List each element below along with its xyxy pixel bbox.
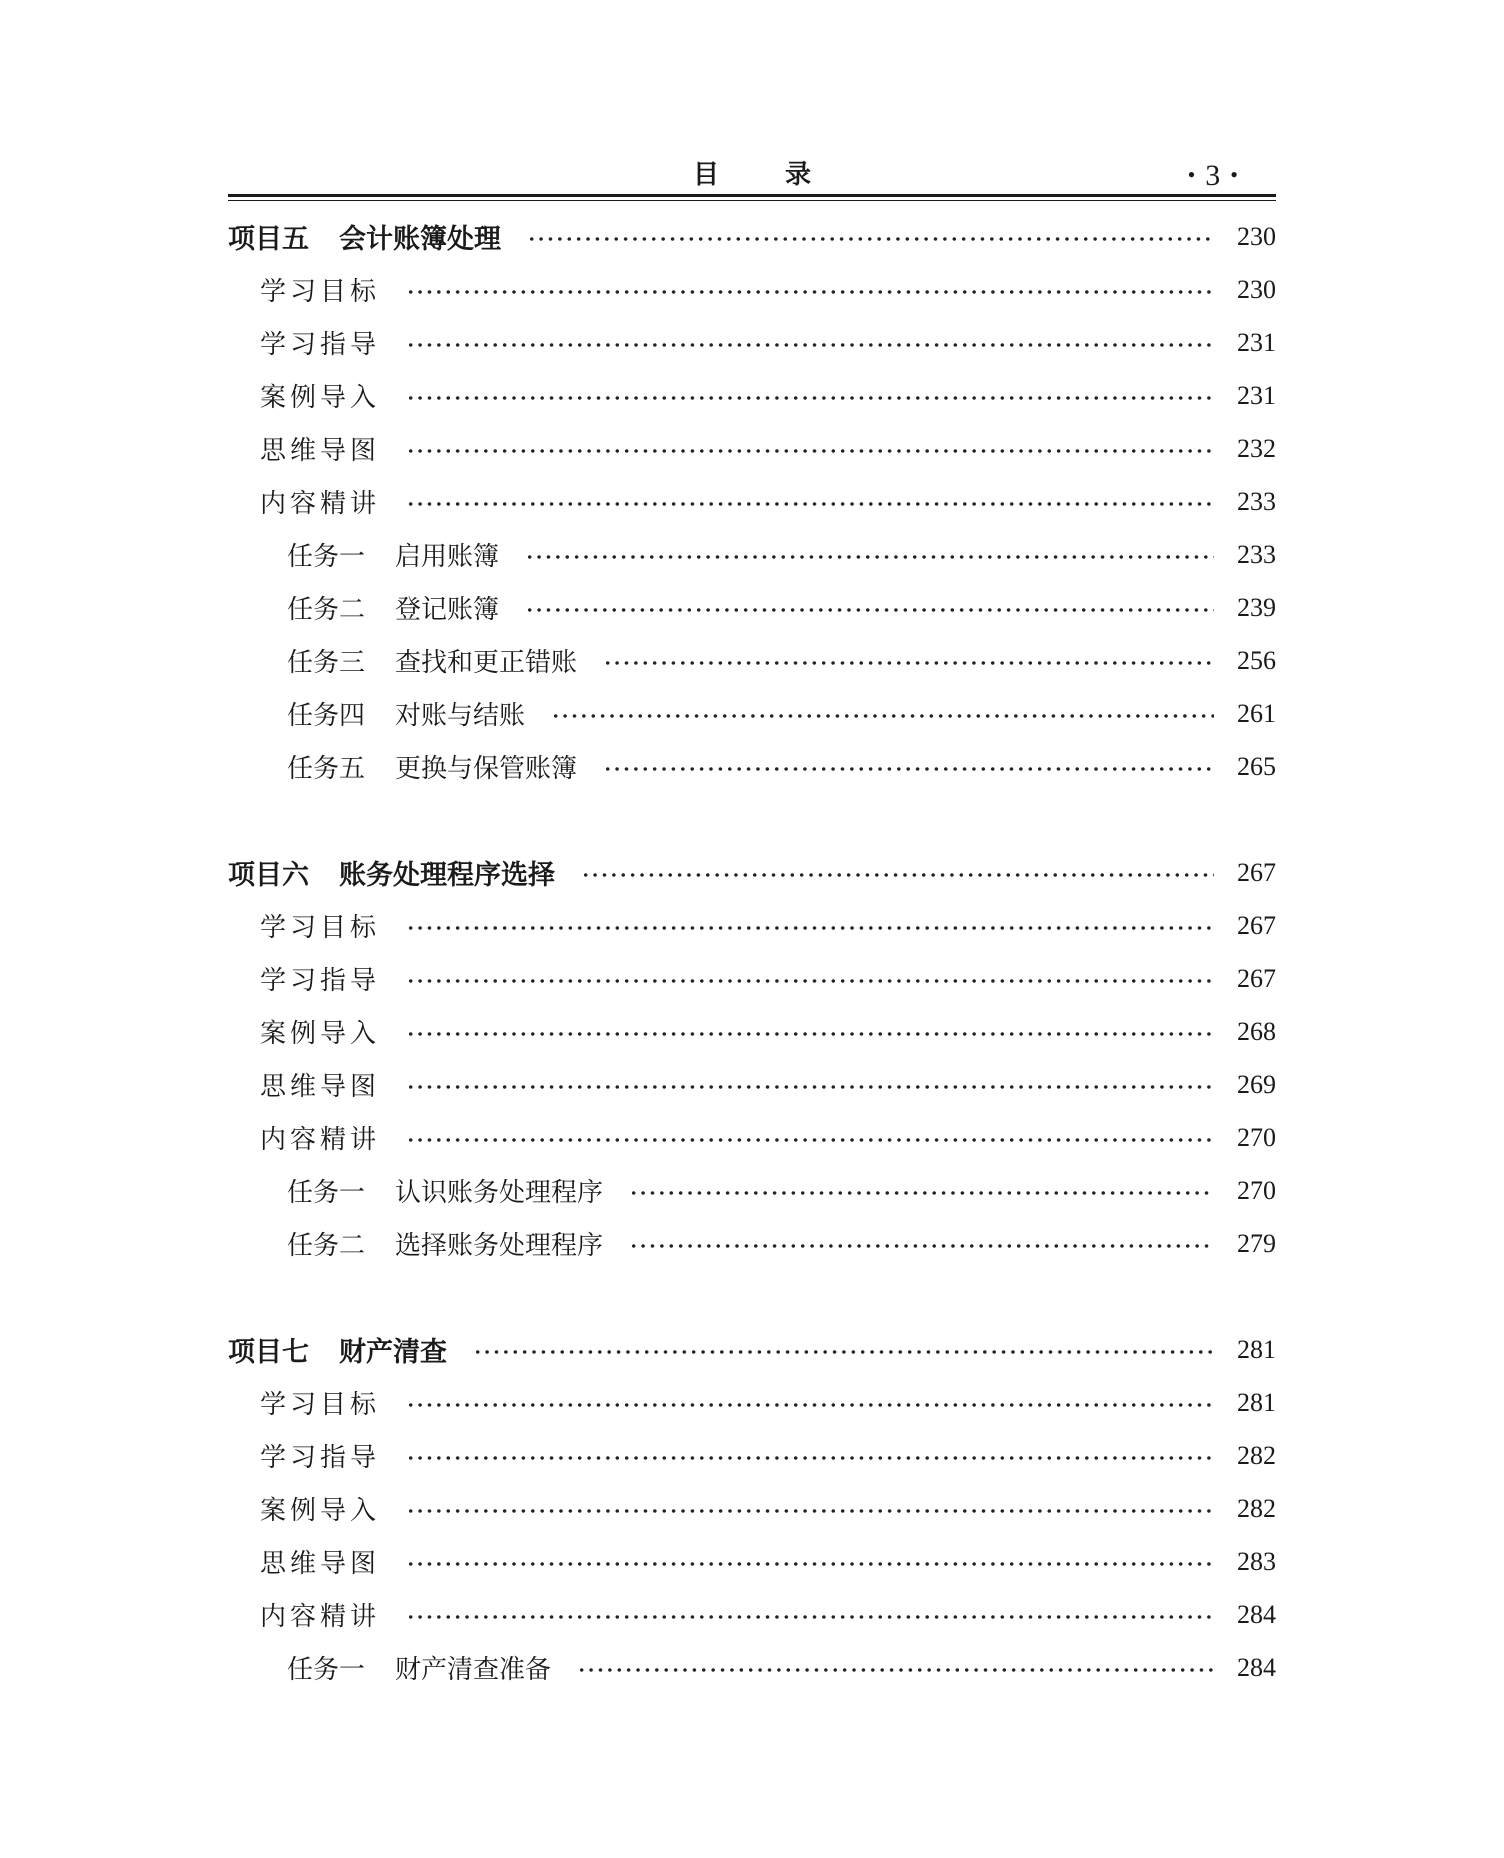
toc-section-entry[interactable] [228,1111,1276,1164]
toc-entry-page: 232 [1237,433,1276,463]
toc-section-entry[interactable] [228,475,1276,528]
header-rule-thick [228,194,1276,197]
toc-entry-number: 任务一 [287,542,366,572]
toc-entry-page: 268 [1237,1016,1276,1046]
toc-task-entry[interactable] [228,528,1276,581]
toc-entry-page: 230 [1237,221,1276,251]
dot-leader [406,1456,1214,1460]
toc-section-entry[interactable] [228,952,1276,1005]
toc-section-entry[interactable] [228,263,1276,316]
toc-entry-title: 内容精讲 [260,489,381,519]
dot-leader [406,1138,1214,1142]
toc-chapter-entry[interactable] [228,1323,1276,1376]
toc-entry-page: 281 [1237,1387,1276,1417]
toc-entry-page: 233 [1237,539,1276,569]
toc-task-entry[interactable] [228,1164,1276,1217]
toc-section-entry[interactable] [228,1005,1276,1058]
dot-leader [603,661,1214,665]
toc-entry-page: 284 [1237,1599,1276,1629]
toc-task-entry[interactable] [228,581,1276,634]
toc-entry-page: 256 [1237,645,1276,675]
toc-task-entry[interactable] [228,1217,1276,1270]
toc-entry-number: 项目六 [228,860,309,891]
toc-task-entry[interactable] [228,634,1276,687]
toc-entry-page: 231 [1237,327,1276,357]
toc-entry-number: 任务一 [287,1655,366,1685]
dot-leader [406,1562,1214,1566]
dot-leader [406,1085,1214,1089]
running-header [228,158,1276,192]
toc-entry-page: 270 [1237,1175,1276,1205]
toc-section-entry[interactable] [228,1376,1276,1429]
toc-section-entry[interactable] [228,1588,1276,1641]
dot-leader [406,449,1214,453]
dot-leader [406,1509,1214,1513]
toc-entry-title: 内容精讲 [260,1125,381,1155]
toc-entry-page: 230 [1237,274,1276,304]
toc-entry-title: 学习指导 [260,330,381,360]
page-dot-right: • [1230,162,1238,187]
toc-entry-title: 账务处理程序选择 [339,860,555,891]
toc-entry-title: 案例导入 [260,1019,381,1049]
toc-entry-title: 学习目标 [260,1390,381,1420]
toc-entry-title: 认识账务处理程序 [395,1178,604,1208]
toc-entry-page: 267 [1237,963,1276,993]
dot-leader [629,1191,1214,1195]
toc-entry-page: 231 [1237,380,1276,410]
toc-entry-number: 任务四 [287,701,366,731]
dot-leader [406,290,1214,294]
dot-leader [406,1032,1214,1036]
toc-entry-title: 案例导入 [260,1496,381,1526]
toc-entry-title: 更换与保管账簿 [395,754,578,784]
toc-entry-number: 项目五 [228,224,309,255]
dot-leader [406,343,1214,347]
page-number: 3 [1205,159,1221,192]
toc-entry-number: 项目七 [228,1337,309,1368]
toc-entry-number: 任务五 [287,754,366,784]
toc-entry-page: 261 [1237,698,1276,728]
toc-entry-page: 267 [1237,910,1276,940]
toc-entry-title: 学习指导 [260,966,381,996]
toc-entry-title: 选择账务处理程序 [395,1231,604,1261]
toc-entry-title: 启用账簿 [395,542,500,572]
toc-entry-page: 269 [1237,1069,1276,1099]
toc-entry-page: 284 [1237,1652,1276,1682]
dot-leader [406,979,1214,983]
toc-entry-title: 思维导图 [260,1072,381,1102]
toc-section-entry[interactable] [228,1429,1276,1482]
table-of-contents [228,210,1276,1694]
toc-section-entry[interactable] [228,1535,1276,1588]
toc-section-entry[interactable] [228,1058,1276,1111]
header-rule-thin [228,200,1276,201]
toc-entry-title: 登记账簿 [395,595,500,625]
header-title: 目录 [692,160,877,190]
dot-leader [603,767,1214,771]
dot-leader [525,608,1214,612]
toc-chapter-entry[interactable] [228,210,1276,263]
toc-entry-number: 任务二 [287,595,366,625]
dot-leader [473,1350,1214,1354]
toc-entry-page: 267 [1237,857,1276,887]
toc-section-entry[interactable] [228,369,1276,422]
header-page-number [1178,158,1248,193]
toc-entry-number: 任务三 [287,648,366,678]
toc-entry-title: 学习目标 [260,913,381,943]
toc-entry-page: 239 [1237,592,1276,622]
toc-section-entry[interactable] [228,899,1276,952]
toc-section-entry[interactable] [228,316,1276,369]
toc-entry-title: 思维导图 [260,436,381,466]
dot-leader [406,926,1214,930]
toc-entry-page: 233 [1237,486,1276,516]
toc-entry-title: 思维导图 [260,1549,381,1579]
toc-entry-title: 学习目标 [260,277,381,307]
toc-entry-number: 任务一 [287,1178,366,1208]
toc-entry-title: 会计账簿处理 [339,224,501,255]
toc-entry-title: 内容精讲 [260,1602,381,1632]
toc-entry-title: 财产清查准备 [395,1655,552,1685]
toc-entry-page: 265 [1237,751,1276,781]
dot-leader [527,237,1214,241]
toc-entry-title: 对账与结账 [395,701,526,731]
toc-entry-title: 学习指导 [260,1443,381,1473]
dot-leader [406,502,1214,506]
toc-entry-page: 282 [1237,1493,1276,1523]
dot-leader [577,1668,1214,1672]
dot-leader [551,714,1214,718]
toc-task-entry[interactable] [228,1641,1276,1694]
toc-entry-title: 财产清查 [339,1337,447,1368]
dot-leader [406,1403,1214,1407]
toc-entry-title: 案例导入 [260,383,381,413]
dot-leader [525,555,1214,559]
toc-entry-page: 281 [1237,1334,1276,1364]
toc-entry-page: 270 [1237,1122,1276,1152]
toc-entry-number: 任务二 [287,1231,366,1261]
dot-leader [629,1244,1214,1248]
toc-section-entry[interactable] [228,422,1276,475]
dot-leader [406,396,1214,400]
toc-entry-title: 查找和更正错账 [395,648,578,678]
toc-entry-page: 283 [1237,1546,1276,1576]
toc-chapter-entry[interactable] [228,846,1276,899]
toc-entry-page: 282 [1237,1440,1276,1470]
toc-section-entry[interactable] [228,1482,1276,1535]
toc-task-entry[interactable] [228,740,1276,793]
page-dot-left: • [1187,162,1196,187]
toc-entry-page: 279 [1237,1228,1276,1258]
toc-task-entry[interactable] [228,687,1276,740]
dot-leader [581,873,1214,877]
dot-leader [406,1615,1214,1619]
